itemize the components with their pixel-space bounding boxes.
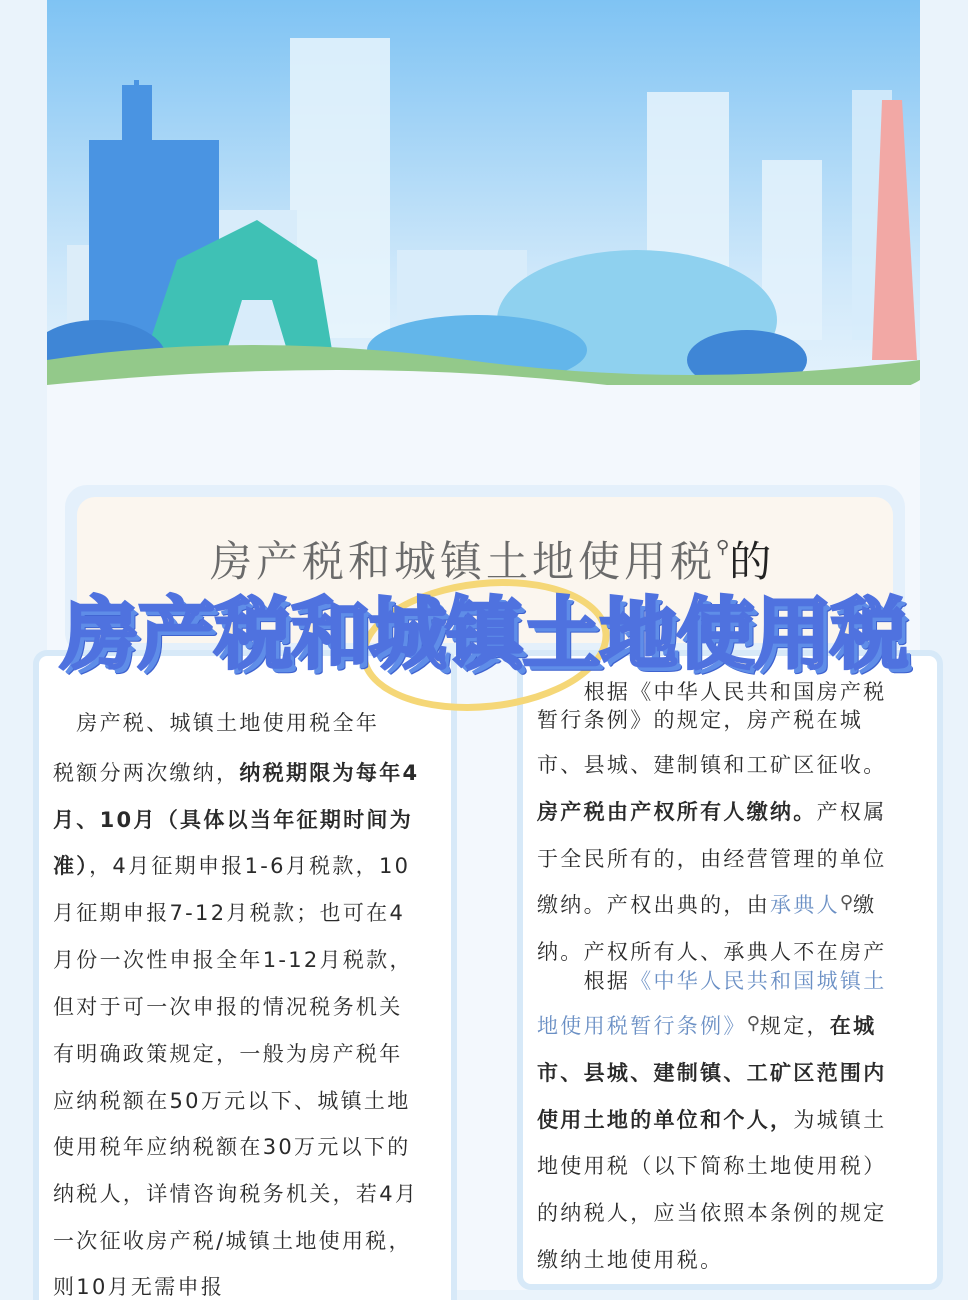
text-line (537, 1154, 887, 1178)
bold-text: 纳税期限为每年4 (239, 761, 420, 785)
text-line (53, 948, 413, 972)
text: 暂行条例》的规定，房产税在城 (537, 708, 864, 732)
text: 纳税人，详情咨询税务机关，若4月 (53, 1182, 419, 1206)
link-text[interactable]: 承典人 (770, 893, 840, 917)
text: 纳。产权所有人、承典人不在房产 (537, 940, 887, 964)
text: 月份一次性申报全年1-12月税款， (53, 948, 413, 972)
text-line (53, 761, 419, 785)
text-line (53, 711, 379, 735)
search-icon[interactable]: ⚲ (839, 892, 854, 913)
text: 的纳税人，应当依照本条例的规定 (537, 1201, 887, 1225)
bold-text: 在城 (829, 1014, 877, 1038)
text: 为城镇土 (793, 1108, 887, 1132)
search-icon[interactable]: ⚲ (716, 537, 730, 558)
text-line (537, 1108, 887, 1132)
text: 税额分两次缴纳， (53, 761, 240, 785)
text: 月征期申报7-12月税款；也可在4 (53, 901, 406, 925)
text: 房产税、城镇土地使用税全年 (53, 711, 380, 735)
text-line (537, 893, 876, 917)
text: ，4月征期申报1-6月税款，10 (89, 854, 411, 878)
text-line (537, 753, 887, 777)
text-line (537, 1061, 887, 1085)
text: 但对于可一次申报的情况税务机关 (53, 995, 403, 1019)
right-column-card (517, 650, 943, 1290)
text-line (53, 995, 403, 1019)
text-line (53, 901, 405, 925)
left-column-card (33, 650, 457, 1300)
bold-text: 准） (53, 854, 90, 878)
text-line (53, 1042, 403, 1066)
main-title: 房产税和城镇土地使用税 (60, 590, 908, 680)
text-line (537, 1014, 876, 1038)
text-line (53, 1182, 418, 1206)
subtitle-suffix: 的 (729, 537, 776, 586)
bold-text: 月、10月（具体以当年征期时间为 (53, 808, 414, 832)
text-line (537, 847, 887, 871)
text-line (537, 1248, 723, 1272)
text: 有明确政策规定，一般为房产税年 (53, 1042, 403, 1066)
text: 则10月无需申报 (53, 1275, 225, 1299)
text-line (53, 854, 410, 878)
city-skyline-banner (47, 0, 920, 395)
text: 于全民所有的，由经营管理的单位 (537, 847, 887, 871)
text: 产权属 (816, 800, 887, 824)
bold-text: 房产税由产权所有人缴纳。 (537, 800, 817, 824)
text-line (537, 1201, 887, 1225)
text-line (537, 680, 887, 704)
text: 缴纳土地使用税。 (537, 1248, 724, 1272)
text-line (53, 1089, 411, 1113)
text: 市、县城、建制镇和工矿区征收。 (537, 753, 887, 777)
subtitle-text: 房产税和城镇土地使用税 (210, 537, 717, 586)
text: 使用税年应纳税额在30万元以下的 (53, 1135, 411, 1159)
skyline-illustration (47, 0, 920, 395)
text-line (53, 1275, 224, 1299)
link-text[interactable]: 地使用税暂行条例》 (537, 1014, 747, 1038)
text: 根据 (537, 969, 631, 993)
bold-text: 使用土地的单位和个人， (537, 1108, 794, 1132)
text-line (53, 1229, 412, 1253)
text: 应纳税额在50万元以下、城镇土地 (53, 1089, 411, 1113)
search-icon[interactable]: ⚲ (746, 1013, 760, 1034)
text-line (537, 708, 863, 732)
text: 缴 (853, 893, 877, 917)
text-line (537, 800, 887, 824)
text-line (537, 969, 887, 993)
text: 地使用税（以下简称土地使用税） (537, 1154, 887, 1178)
bold-text: 市、县城、建制镇、工矿区范围内 (537, 1061, 887, 1085)
link-text[interactable]: 《中华人民共和国城镇土 (630, 969, 887, 993)
text: 根据《中华人民共和国房产税 (537, 680, 887, 704)
text-line (53, 1135, 411, 1159)
text-line (53, 808, 413, 832)
text-line (537, 940, 887, 964)
text: 规定， (759, 1014, 830, 1038)
text: 一次征收房产税/城镇土地使用税， (53, 1229, 412, 1253)
text: 缴纳。产权出典的，由 (537, 893, 770, 917)
